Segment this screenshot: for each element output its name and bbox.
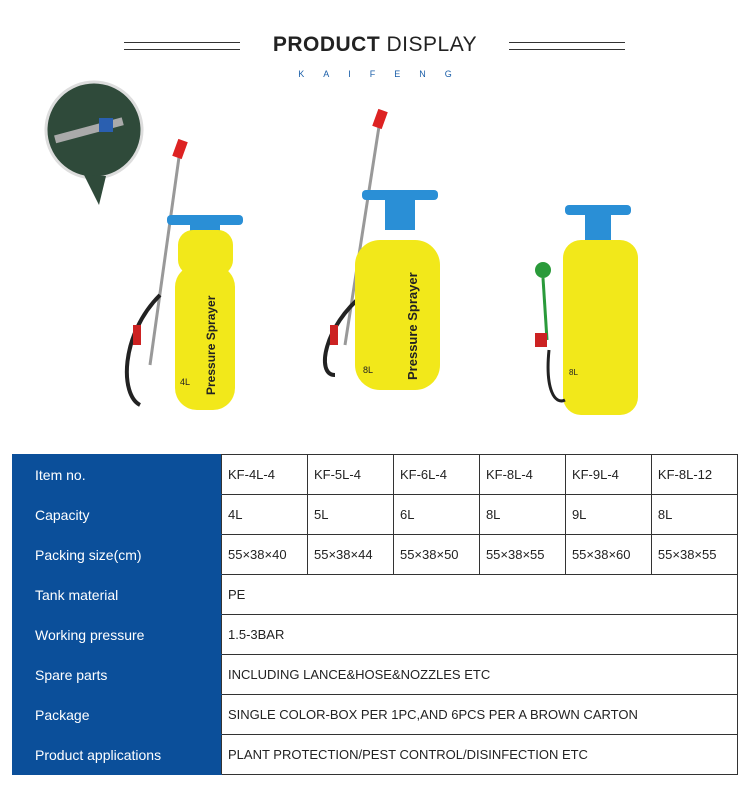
tank-capacity: 8L [363,365,374,375]
spec-table [12,454,738,775]
cell-value: KF-8L-4 [479,455,565,495]
cell-value: INCLUDING LANCE&HOSE&NOZZLES ETC [222,655,738,695]
row-label: Packing size(cm) [13,535,222,575]
cell-value: 4L [222,495,308,535]
cell-value: 5L [307,495,393,535]
table-row [13,575,738,615]
table-row [13,655,738,695]
cell-value: SINGLE COLOR-BOX PER 1PC,AND 6PCS PER A BROWN CARTON [222,695,738,735]
cell-value: 55×38×44 [307,535,393,575]
sprayer-8l-12-image [525,190,650,420]
cell-value: KF-9L-4 [565,455,651,495]
cell-value: 55×38×60 [565,535,651,575]
cell-value: 8L [479,495,565,535]
cell-value: 55×38×40 [222,535,308,575]
row-label: Item no. [13,455,222,495]
tank-label: Pressure Sprayer [204,295,218,395]
cell-value: KF-6L-4 [393,455,479,495]
row-label: Capacity [13,495,222,535]
tank-capacity: 8L [569,368,578,377]
table-row [13,455,738,495]
tank-capacity: 4L [180,377,191,387]
cell-value: KF-4L-4 [222,455,308,495]
row-label: Working pressure [13,615,222,655]
row-label: Product applications [13,735,222,775]
cell-value: PE [222,575,738,615]
cell-value: 9L [565,495,651,535]
cell-value: 1.5-3BAR [222,615,738,655]
brand-subtitle: KAIFENG [298,69,471,79]
cell-value: 55×38×55 [479,535,565,575]
sprayer-8l-image [315,105,455,395]
cell-value: 55×38×55 [651,535,737,575]
table-row [13,695,738,735]
cell-value: KF-8L-12 [651,455,737,495]
table-row [13,615,738,655]
cell-value: 6L [393,495,479,535]
title-rest: DISPLAY [386,33,478,56]
table-row [13,735,738,775]
row-label: Tank material [13,575,222,615]
cell-value: PLANT PROTECTION/PEST CONTROL/DISINFECTION ETC [222,735,738,775]
cell-value: 8L [651,495,737,535]
cell-value: 55×38×50 [393,535,479,575]
table-row [13,495,738,535]
page-title [0,33,750,57]
title-bold: PRODUCT [272,33,381,56]
table-row [13,535,738,575]
row-label: Spare parts [13,655,222,695]
row-label: Package [13,695,222,735]
cell-value: KF-5L-4 [307,455,393,495]
sprayer-4l-image [120,135,260,420]
tank-label: Pressure Sprayer [405,272,420,380]
